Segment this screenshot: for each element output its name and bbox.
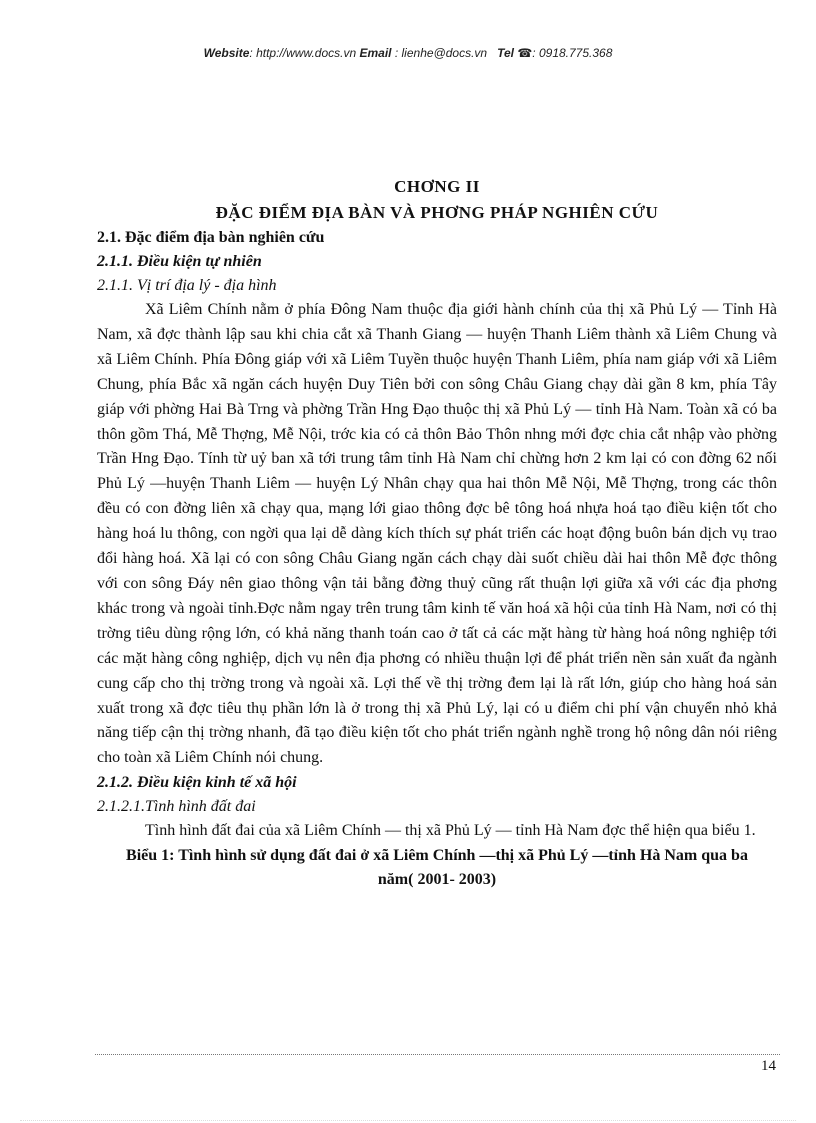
paragraph-location: Xã Liêm Chính nằm ở phía Đông Nam thuộc địa giới hành chính của thị xã Phủ Lý — Tỉnh Hà Nam, xã đợc thành lập sau khi chia cắt xã Thanh Giang — huyện Thanh Liêm thành xã Liêm Chung và xã Liêm Chính. Phía Đông giáp với xã Liêm Tuyền thuộc huyện Thanh Liêm, phía nam giáp với xã Liêm Chung, phía Bắc xã ngăn cách huyện Duy Tiên bởi con sông Châu Giang chạy dài gần 8 km, phía Tây giáp với phờng Hai Bà Trng và phờng Trần Hng Đạo thuộc thị xã Phủ Lý — tỉnh Hà Nam. Toàn xã có ba thôn gồm Thá, Mễ Thợng, Mễ Nội, trớc kia có cả thôn Bảo Thôn nhng mới đợc chia cắt nhập vào phờng Trần Hng Đạo. Tính từ uỷ ban xã tới trung tâm tỉnh Hà Nam chỉ chừng hơn 2 km lại có con đờng 62 nối Phủ Lý —huyện Thanh Liêm — huyện Lý Nhân chạy qua hai thôn Mễ Nội, Mễ Thợng, trong các thôn đều có con đờng liên xã chạy qua, mạng lới giao thông đợc bê tông hoá nhựa hoá tạo điều kiện tốt cho hàng hoá lu thông, con ngời qua lại dễ dàng kích thích sự phát triển các hoạt động buôn bán dịch vụ trao đổi hàng hoá. Xã lại có con sông Châu Giang ngăn cách chạy dài suốt chiều dài hai thôn Mễ đợc thông với con sông Đáy nên giao thông vận tải bằng đờng thuỷ cũng rất thuận lợi giữa xã với các địa phơng khác trong và ngoài tỉnh.Đợc nằm ngay trên trung tâm kinh tế văn hoá xã hội của tỉnh Hà Nam, nơi có thị trờng tiêu dùng rộng lớn, có khả năng thanh toán cao ở tất cả các mặt hàng từ hàng hoá nông nghiệp tới các mặt hàng công nghiệp, dịch vụ nên địa phơng có nhiều thuận lợi để phát triển nền sản xuất đa ngành cung cấp cho thị trờng trong và ngoài xã. Lợi thế về thị trờng đem lại là rất lớn, giúp cho hàng hoá sản xuất trong xã đợc tiêu thụ phần lớn là ở trong thị xã Phủ Lý, lại có u điểm chi phí vận chuyển nhỏ khả năng tiếp cận thị trờng nhanh, đã tạo điều kiện tốt cho phát triển ngành nghề trong hộ nông dân nói riêng cho toàn xã Liêm Chính nói chung.	[97, 301, 777, 767]
website-label: Website	[203, 46, 250, 60]
section-heading-2-1-1-1: 2.1.1. Vị trí địa lý - địa hình	[97, 277, 277, 294]
website-value: : http://www.docs.vn	[249, 46, 357, 60]
email-value: : lienhe@docs.vn	[394, 46, 488, 60]
section-heading-2-1-1: 2.1.1. Điều kiện tự nhiên	[97, 253, 262, 270]
chapter-number: CHƠNG II	[394, 177, 480, 196]
footer-divider	[95, 1054, 780, 1055]
chapter-title: ĐẶC ĐIỂM ĐỊA BÀN VÀ PHƠNG PHÁP NGHIÊN CỨU	[215, 203, 659, 222]
page-bottom-border	[20, 1120, 796, 1121]
page-number: 14	[761, 1058, 776, 1074]
section-heading-2-1: 2.1. Đặc điểm địa bàn nghiên cứu	[97, 229, 325, 246]
section-heading-2-1-2: 2.1.2. Điều kiện kinh tế xã hội	[97, 774, 297, 792]
section-heading-2-1-2-1: 2.1.2.1.Tình hình đất đai	[97, 798, 256, 816]
table-caption: Biểu 1: Tình hình sử dụng đất đai ở xã Liêm Chính —thị xã Phủ Lý —tỉnh Hà Nam qua ba năm( 2001- 2003)	[126, 847, 748, 889]
paragraph-land: Tình hình đất đai của xã Liêm Chính — thị xã Phủ Lý — tỉnh Hà Nam đợc thể hiện qua biểu 1.	[145, 822, 756, 840]
phone-icon: ☎	[517, 46, 533, 60]
page-header	[0, 46, 816, 60]
tel-value: : 0918.775.368	[532, 46, 613, 60]
tel-label: Tel	[497, 46, 514, 60]
email-label: Email	[359, 46, 392, 60]
document-body	[97, 174, 777, 892]
